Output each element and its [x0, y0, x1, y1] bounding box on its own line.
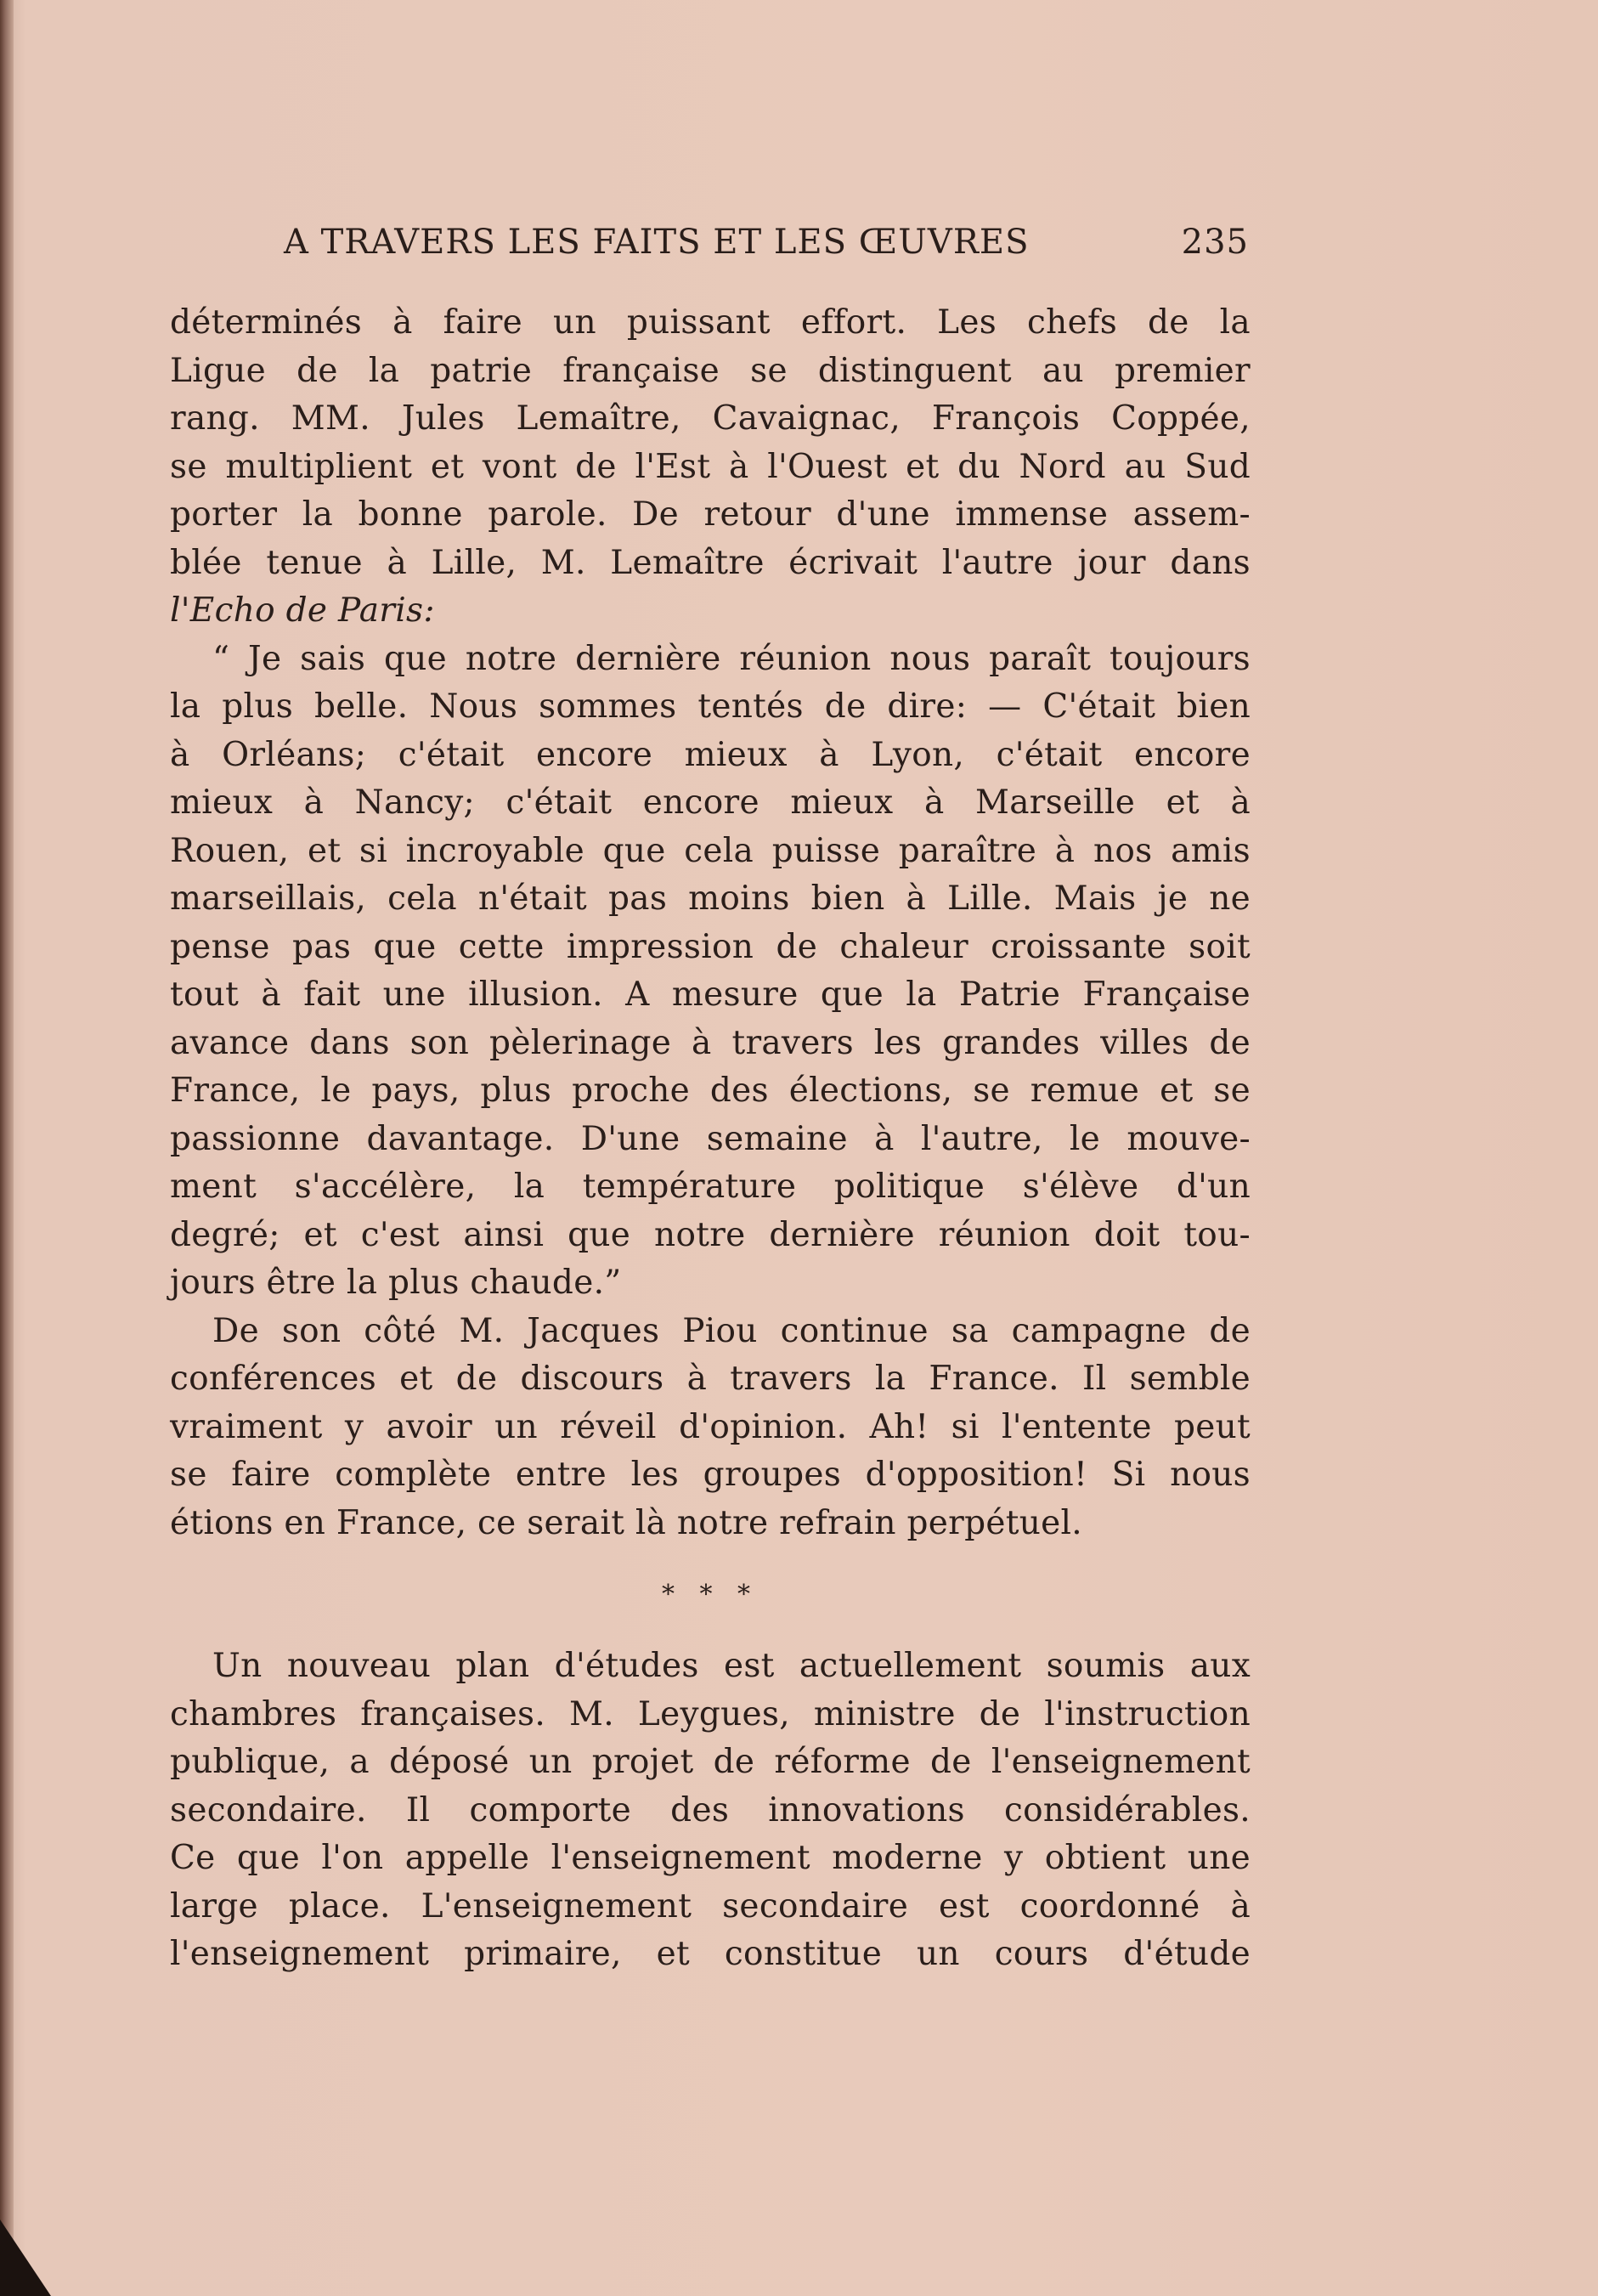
text-line: déterminés à faire un puissant effort. Les chefs de la	[170, 303, 1251, 342]
page-corner-shadow	[0, 2220, 51, 2296]
text-line: secondaire. Il comporte des innovations considérables.	[170, 1790, 1251, 1829]
text-line: chambres françaises. M. Leygues, ministre de l'instruction	[170, 1694, 1251, 1733]
quote-line: “ Je sais que notre dernière réunion nous paraît toujours	[212, 639, 1251, 678]
text-line: porter la bonne parole. De retour d'une immense assem-	[170, 495, 1251, 534]
quote-line: France, le pays, plus proche des élections, se remue et se	[170, 1072, 1251, 1110]
text-line: Un nouveau plan d'études est actuellement soumis aux	[212, 1647, 1251, 1685]
running-head	[284, 223, 1249, 274]
text-line: De son côté M. Jacques Piou continue sa campagne de	[212, 1311, 1251, 1350]
text-line: conférences et de discours à travers la France. Il semble	[170, 1360, 1251, 1398]
text-line: Ce que l'on appelle l'enseignement moderne y obtient une	[170, 1839, 1251, 1877]
running-title: A TRAVERS LES FAITS ET LES ŒUVRES	[284, 223, 1030, 262]
text-line: vraiment y avoir un réveil d'opinion. Ah! si l'entente peut	[170, 1407, 1251, 1446]
book-spine-shadow	[0, 0, 14, 2296]
quote-line: Rouen, et si incroyable que cela puisse paraître à nos amis	[170, 831, 1251, 870]
quote-line: tout à fait une illusion. A mesure que la Patrie Française	[170, 976, 1251, 1014]
quote-line: passionne davantage. D'une semaine à l'autre, le mouve-	[170, 1119, 1251, 1158]
quote-line: avance dans son pèlerinage à travers les grandes villes de	[170, 1023, 1251, 1062]
text-line: Ligue de la patrie française se distinguent au premier	[170, 351, 1251, 390]
quote-line: jours être la plus chaude.”	[170, 1264, 622, 1302]
section-separator: * * *	[661, 1580, 759, 1609]
text-line: l'Echo de Paris:	[170, 591, 435, 630]
text-line: se multiplient et vont de l'Est à l'Ouest et du Nord au Sud	[170, 447, 1251, 486]
quote-line: à Orléans; c'était encore mieux à Lyon, c'était encore	[170, 735, 1251, 774]
quote-line: ment s'accélère, la température politique s'élève d'un	[170, 1168, 1251, 1206]
quote-line: marseillais, cela n'était pas moins bien à Lille. Mais je ne	[170, 879, 1251, 918]
text-line: publique, a déposé un projet de réforme de l'enseignement	[170, 1743, 1251, 1781]
text-line: large place. L'enseignement secondaire est coordonné à	[170, 1886, 1251, 1926]
quote-line: degré; et c'est ainsi que notre dernière réunion doit tou-	[170, 1215, 1251, 1254]
body-text	[170, 299, 1251, 1979]
text-line: rang. MM. Jules Lemaître, Cavaignac, François Coppée,	[170, 399, 1251, 438]
text-line: blée tenue à Lille, M. Lemaître écrivait l'autre jour dans	[170, 543, 1251, 582]
text-line: l'enseignement primaire, et constitue un cours d'étude	[170, 1935, 1251, 1973]
text-line: étions en France, ce serait là notre refrain perpétuel.	[170, 1503, 1082, 1542]
page-number: 235	[1181, 223, 1249, 262]
quote-line: mieux à Nancy; c'était encore mieux à Marseille et à	[170, 783, 1251, 822]
quote-line: pense pas que cette impression de chaleur croissante soit	[170, 927, 1251, 966]
text-line: se faire complète entre les groupes d'opposition! Si nous	[170, 1456, 1251, 1494]
quote-line: la plus belle. Nous sommes tentés de dire: — C'était bien	[170, 687, 1251, 726]
